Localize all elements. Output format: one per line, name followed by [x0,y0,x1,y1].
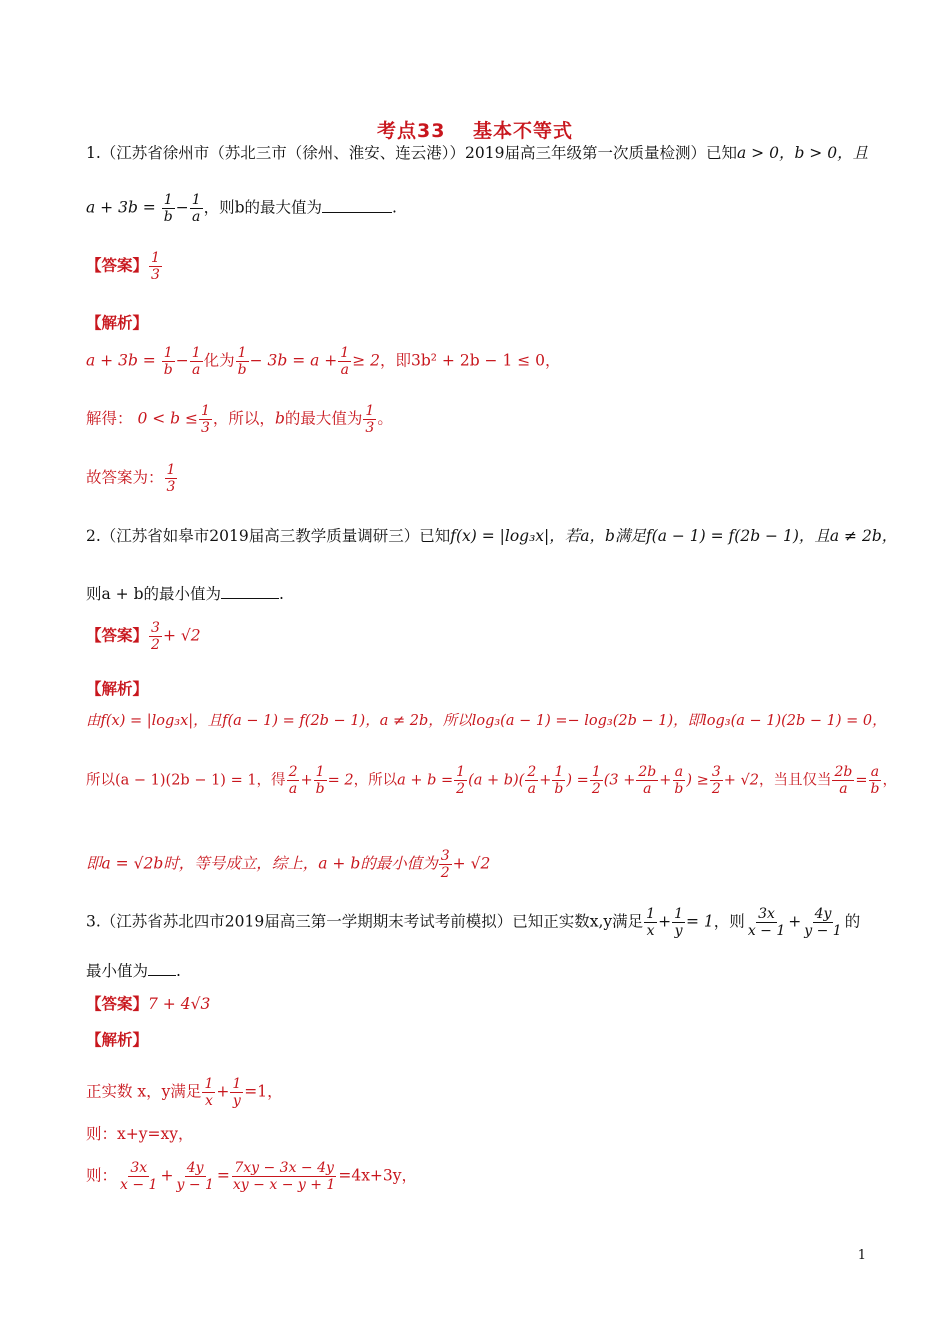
q3-stem-eq: = 1 [686,912,714,931]
q2-a2-start: 所以(a − 1)(2b − 1) = 1，得 [86,772,286,789]
q1-answer [86,250,163,283]
q1-a3-text: 故答案为： [86,468,164,487]
q3-end: . [176,962,181,980]
q2-answer: 【答案】 $\frac{3}{2}$ + √2 [86,620,201,653]
q1-analysis-line3: 故答案为： $\frac{1}{3}$ [86,462,176,495]
q3-answer [86,994,210,1014]
q1-a2-solve: 解得： [86,409,133,428]
q2-answer-blank [221,598,279,599]
q3-analysis-tag [86,1030,148,1050]
q2-a2-iff: ，当且仅当 [758,772,832,789]
q3-answer-tag: 【答案】 [86,995,149,1013]
q2-analysis-line3: 即a = √2b时，等号成立，综上，a + b的最小值为 $\frac{3}{2}$ + √2 [86,848,491,881]
q3-analysis-label: 【解析】 [86,1031,149,1049]
q2-a2-sum: a + b = [397,772,454,789]
q3-a1-eq: = [244,1082,258,1101]
q2-stem-line2 [86,584,284,604]
q3-analysis-line2 [86,1124,193,1144]
q2-end: . [279,585,284,603]
q1-answer-blank [322,212,392,213]
q1-ask: ，则b的最大值为 [203,198,323,217]
q3-a3-then: 则： [86,1166,118,1185]
q2-a2-eq: = 2 [327,772,354,789]
q2-analysis-line1 [86,711,887,731]
q1-answer-value: $\frac{1}{3}$ [151,250,160,283]
q3-ask: 最小值为 [86,962,149,980]
q1-equation [86,192,397,225]
page-title: 考点33 基本不等式 [376,120,574,142]
q3-stem-line2 [86,961,181,981]
q1-stem-text: 1.（江苏省徐州市（苏北三市（徐州、淮安、连云港））2019届高三年级第一次质量检测）已知 [86,144,737,162]
q1-answer-tag: 【答案】 [86,256,149,275]
q1-eq-lhs: a + 3b = [86,198,156,217]
q3-stem-text: 3.（江苏省苏北四市2019届高三第一学期期末考试考前模拟）已知正实数x,y满足 [86,912,644,931]
q3-a1-text: 正实数 x，y满足 [86,1082,202,1101]
q3-stem-of: 的 [844,912,861,931]
q1-a1-convert: 化为 [203,351,235,370]
q3-stem: 3.（江苏省苏北四市2019届高三第一学期期末考试考前模拟）已知正实数x,y满足 $\frac{1}{x}$ + $\frac{1}{y}$ = 1，则 $\frac{3x}{x - 1}$ + $\frac{4y}{y - 1}$ 的 [86,906,861,939]
q2-stem-func: f(x) = |log₃x| [450,527,550,545]
q2-a2-ge: ) ≥ [686,772,709,789]
q2-a2-root: + √2 [723,772,759,789]
q2-a3-root: + √2 [452,854,491,873]
q3-stem-then: ，则 [713,912,745,931]
q2-a2-so: ，所以 [353,772,398,789]
q1-end: . [392,198,397,217]
q1-analysis-label: 【解析】 [86,314,149,332]
q3-a3-result: 4x+3y， [351,1166,418,1185]
q2-analysis-label: 【解析】 [86,680,149,698]
q3-analysis-line3: 则： $\frac{3x}{x - 1}$ + $\frac{4y}{y - 1}$ = $\frac{7xy - 3x - 4y}{xy - x - y + 1}$ =4x+3y， [86,1160,418,1193]
q1-analysis-line1: a + 3b = $\frac{1}{b}$ − $\frac{1}{a}$ 化为 $\frac{1}{b}$ − 3b = a + $\frac{1}{a}$ ≥ 2，即3b² + 2b − 1 ≤ 0， [86,345,561,378]
q1-a2-max: 的最大值为 [284,409,363,428]
q1-a1-lhs: a + 3b = [86,351,156,370]
q3-a3-eq: = [216,1166,230,1185]
q2-stem-text: 2.（江苏省如皋市2019届高三教学质量调研三）已知 [86,527,451,545]
q2-stem [86,526,897,546]
q1-a2-b: b [274,409,285,428]
q1-stem [86,143,868,163]
q1-analysis-tag [86,313,148,333]
q3-a1-one: 1， [257,1082,283,1101]
q1-minus: − [175,198,189,217]
q2-analysis-line2: 所以(a − 1)(2b − 1) = 1，得 $\frac{2}{a}$ + $\frac{1}{b}$ = 2，所以a + b = $\frac{1}{2}$ (a + b)( $\frac{2}{a}$ + $\frac{1}{b}$ ) = $\frac{1}{2}$ (3 + $\frac{2b}{a}$ + $\frac{a}{b}$ ) ≥ $\frac{3}{2}$ + √2，当且仅当 $\frac{2b}{a}$ = $\frac{a}{b}$ ， [86,764,897,797]
q2-analysis-tag [86,679,148,699]
q2-a1-text: 由f(x) = |log₃x|，且f(a − 1) = f(2b − 1)，a ≠ 2b，所以log₃(a − 1) =− log₃(2b − 1)，即log₃(a − 1)(2b − 1) = 0， [86,713,887,729]
q1-a2-so: ，所以， [212,409,275,428]
q2-answer-tag: 【答案】 [86,626,149,645]
q2-answer-tail: + √2 [162,626,201,645]
q1-a1-tail: ，即3b² + 2b − 1 ≤ 0， [380,351,561,370]
q1-frac-1-a: $\frac{1}{a}$ [191,192,201,225]
q2-a2-prod: (a + b)( [468,772,525,789]
q1-a2-end: 。 [377,409,393,428]
q2-a2-eq2: ) = [566,772,589,789]
q3-a2-text: 则：x+y=xy， [86,1125,194,1143]
q2-a2-three: (3 + [603,772,636,789]
q1-a1-ineq: ≥ 2 [352,351,380,370]
q1-condition: a > 0，b > 0，且 [737,144,869,162]
q2-ask: 则a + b的最小值为 [86,585,222,603]
q2-a2-end: ， [882,772,897,789]
q2-a2-eq3: = [855,772,868,789]
q2-stem-cond: ，若a，b满足f(a − 1) = f(2b − 1)，且a ≠ 2b， [549,527,898,545]
q1-frac-1-b: $\frac{1}{b}$ [163,192,173,225]
page-number: 1 [857,1248,866,1263]
q1-a2-range: 0 < b ≤ [137,409,198,428]
q3-analysis-line1: 正实数 x，y满足 $\frac{1}{x}$ + $\frac{1}{y}$ =1， [86,1076,283,1109]
q2-a3-text: 即a = √2b时，等号成立，综上，a + b的最小值为 [86,854,438,873]
q3-answer-blank [148,975,176,976]
q1-analysis-line2: 解得： 0 < b ≤ $\frac{1}{3}$ ，所以，b的最大值为 $\frac{1}{3}$ 。 [86,403,393,436]
q3-answer-value: 7 + 4√3 [148,995,211,1013]
q1-a1-mid: − 3b = a + [249,351,338,370]
